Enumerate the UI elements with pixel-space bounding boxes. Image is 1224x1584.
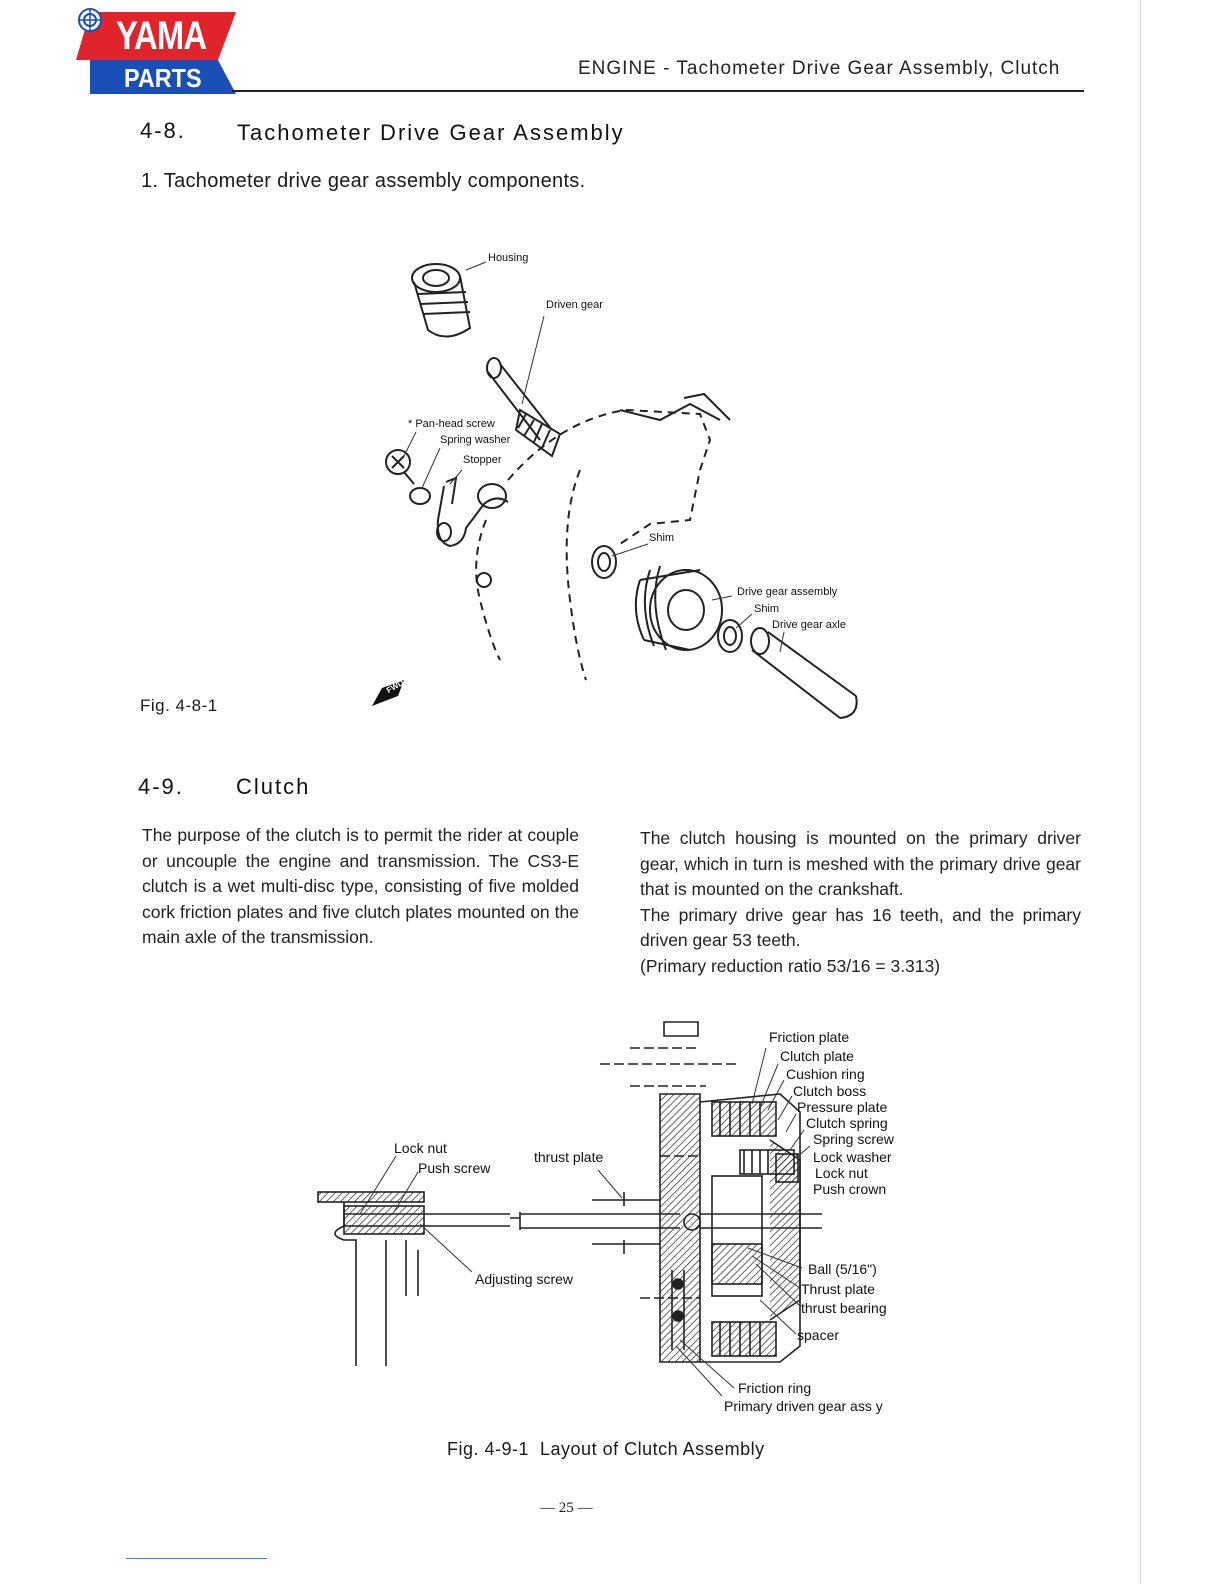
- clutch-paragraph-right-1: The clutch housing is mounted on the primary driver gear, which in turn is meshed with the primary drive gear that is mounted on the crankshaft.: [640, 828, 1081, 899]
- section-4-8-item: 1. Tachometer drive gear assembly components.: [141, 170, 586, 192]
- label-friction-plate: Friction plate: [769, 1029, 850, 1045]
- label-clutch-plate: Clutch plate: [780, 1048, 854, 1064]
- label-push-crown: Push crown: [813, 1181, 887, 1197]
- page-number: — 25 —: [540, 1500, 593, 1516]
- label-driven-gear: Driven gear: [546, 299, 603, 311]
- label-stopper: Stopper: [463, 454, 502, 466]
- clutch-paragraph-right-2: The primary drive gear has 16 teeth, and the primary driven gear 53 teeth.: [640, 904, 1081, 950]
- label-housing: Housing: [488, 252, 529, 264]
- label-lock-nut-left: Lock nut: [394, 1140, 447, 1156]
- logo-text-top: YAMA: [116, 14, 207, 58]
- label-thrust-plate: Thrust plate: [801, 1281, 875, 1297]
- section-4-9-title: Clutch: [236, 774, 311, 799]
- label-spring-screw: Spring screw: [813, 1131, 894, 1147]
- bottom-rule: [126, 1558, 267, 1559]
- label-clutch-boss: Clutch boss: [793, 1083, 867, 1099]
- label-spring-washer: Spring washer: [440, 434, 511, 446]
- label-lock-nut-right: Lock nut: [815, 1165, 868, 1181]
- logo-text-bottom: PARTS: [124, 63, 202, 93]
- label-friction-ring: Friction ring: [738, 1380, 812, 1396]
- label-drive-gear-axle: Drive gear axle: [772, 619, 846, 631]
- clutch-paragraph-right-3: (Primary reduction ratio 53/16 = 3.313): [640, 955, 941, 976]
- label-clutch-spring: Clutch spring: [806, 1115, 888, 1131]
- section-4-8-number: 4-8.: [140, 118, 186, 143]
- section-4-9-number: 4-9.: [138, 774, 184, 799]
- label-primary-driven-gear: Primary driven gear ass y: [724, 1398, 883, 1414]
- figure-4-8-1-caption: Fig. 4-8-1: [140, 696, 218, 715]
- label-thrust-plate-top: thrust plate: [534, 1149, 604, 1165]
- running-header: ENGINE - Tachometer Drive Gear Assembly, Clutch: [578, 58, 1061, 79]
- label-push-screw: Push screw: [418, 1160, 491, 1176]
- label-adjusting-screw: Adjusting screw: [475, 1271, 574, 1287]
- label-ball: Ball (5/16"): [808, 1261, 877, 1277]
- label-thrust-bearing: thrust bearing: [801, 1300, 887, 1316]
- label-pan-head-screw: * Pan-head screw: [408, 418, 495, 430]
- label-fwd: FWD: [384, 678, 406, 695]
- section-4-8-title: Tachometer Drive Gear Assembly: [237, 120, 625, 145]
- clutch-paragraph-left: The purpose of the clutch is to permit the rider at couple or uncouple the engine and transmission. The CS3-E clutch is a wet multi-disc type, consisting of five molded cork friction plates and five clutch plates mounted on the main axle of the transmission.: [142, 825, 579, 947]
- label-drive-gear-assembly: Drive gear assembly: [737, 586, 838, 598]
- label-shim-1: Shim: [649, 532, 675, 544]
- label-spacer: spacer: [797, 1327, 840, 1343]
- label-shim-2: Shim: [754, 603, 780, 615]
- label-pressure-plate: Pressure plate: [797, 1099, 888, 1115]
- label-lock-washer: Lock washer: [813, 1149, 892, 1165]
- label-cushion-ring: Cushion ring: [786, 1066, 865, 1082]
- figure-4-9-1-caption: Fig. 4-9-1 Layout of Clutch Assembly: [447, 1439, 765, 1459]
